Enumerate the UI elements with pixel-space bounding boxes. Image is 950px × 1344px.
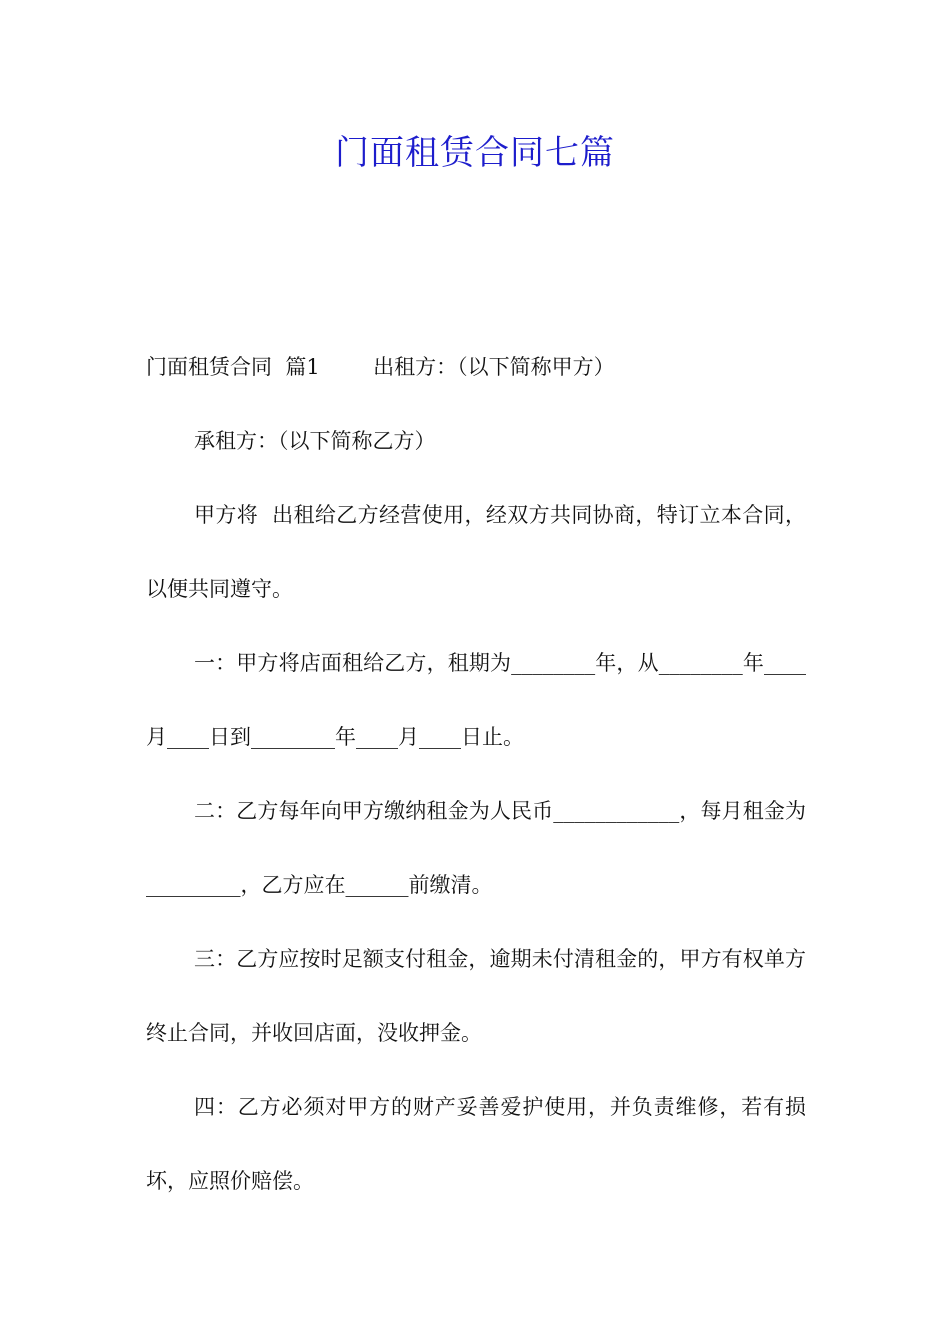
document-title: 门面租赁合同七篇 <box>335 133 615 173</box>
document-body <box>146 330 806 1218</box>
paragraph-header: 门面租赁合同 篇1 出租方：（以下简称甲方） <box>146 355 615 379</box>
paragraph-clause-3: 三：乙方应按时足额支付租金，逾期未付清租金的，甲方有权单方终止合同，并收回店面，没收押金。 <box>146 947 806 1045</box>
paragraph-intro: 甲方将 出租给乙方经营使用，经双方共同协商，特订立本合同，以便共同遵守。 <box>146 503 806 601</box>
paragraph-clause-4: 四：乙方必须对甲方的财产妥善爱护使用，并负责维修，若有损坏，应照价赔偿。 <box>146 1095 806 1193</box>
paragraph-clause-1: 一：甲方将店面租给乙方，租期为________年，从________年____月____日到________年____月____日止。 <box>146 651 806 749</box>
paragraph-clause-2: 二：乙方每年向甲方缴纳租金为人民币____________，每月租金为_________，乙方应在______前缴清。 <box>146 799 806 897</box>
paragraph-lessee: 承租方：（以下简称乙方） <box>194 429 436 453</box>
